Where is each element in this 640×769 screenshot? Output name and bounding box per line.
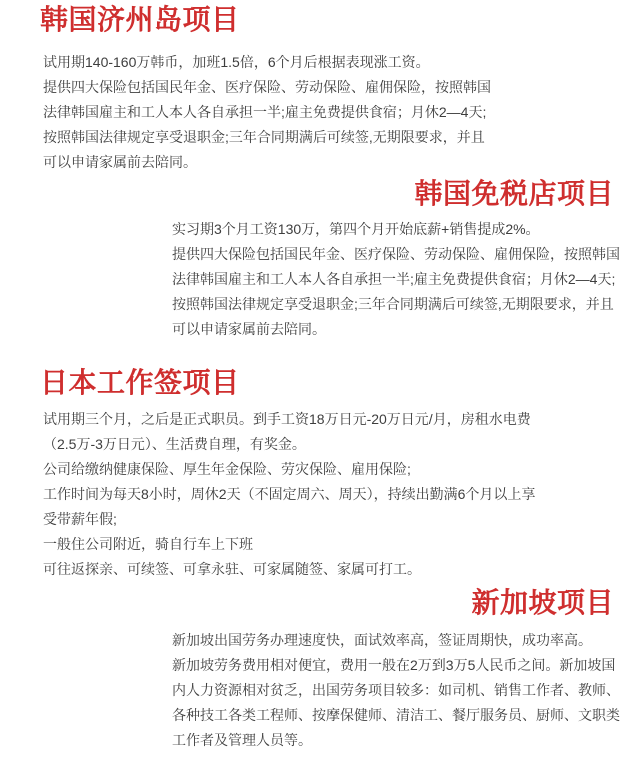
body-line: 提供四大保险包括国民年金、医疗保险、劳动保险、雇佣保险，按照韩国 — [43, 79, 491, 95]
body-line: 受带薪年假; — [43, 511, 117, 527]
body-line: 一般住公司附近，骑自行车上下班 — [43, 536, 253, 552]
body-line: 可以申请家属前去陪同。 — [43, 154, 197, 170]
body-line: 工作者及管理人员等。 — [172, 732, 312, 748]
section-body-japan-work-visa — [43, 407, 640, 582]
section-body-korea-jeju — [43, 50, 640, 175]
body-line: 各种技工各类工程师、按摩保健师、清洁工、餐厅服务员、厨师、文职类 — [172, 707, 620, 723]
body-line: 可往返探亲、可续签、可拿永驻、可家属随签、家属可打工。 — [43, 561, 421, 577]
section-korea-dutyfree — [0, 176, 640, 342]
body-line: 工作时间为每天8小时，周休2天（不固定周六、周天），持续出勤满6个月以上享 — [43, 486, 536, 502]
body-line: 法律韩国雇主和工人本人各自承担一半;雇主免费提供食宿；月休2—4天; — [43, 104, 487, 120]
body-line: 新加坡出国劳务办理速度快，面试效率高，签证周期快，成功率高。 — [172, 632, 592, 648]
body-line: 提供四大保险包括国民年金、医疗保险、劳动保险、雇佣保险，按照韩国 — [172, 246, 620, 262]
body-line: 内人力资源相对贫乏，出国劳务项目较多：如司机、销售工作者、教师、 — [172, 682, 620, 698]
body-line: 按照韩国法律规定享受退职金;三年合同期满后可续签,无期限要求，并且 — [43, 129, 485, 145]
body-line: 法律韩国雇主和工人本人各自承担一半;雇主免费提供食宿；月休2—4天; — [172, 271, 616, 287]
body-line: （2.5万-3万日元）、生活费自理，有奖金。 — [43, 436, 306, 452]
section-body-korea-dutyfree — [172, 217, 640, 342]
body-line: 可以申请家属前去陪同。 — [172, 321, 326, 337]
section-title-korea-jeju: 韩国济州岛项目 — [40, 4, 240, 35]
section-singapore — [0, 585, 640, 753]
body-line: 试用期140-160万韩币，加班1.5倍，6个月后根据表现涨工资。 — [43, 54, 430, 70]
section-title-singapore: 新加坡项目 — [471, 587, 614, 618]
section-title-japan-work-visa: 日本工作签项目 — [40, 367, 240, 398]
section-japan-work-visa — [0, 365, 640, 582]
body-line: 实习期3个月工资130万，第四个月开始底薪+销售提成2%。 — [172, 221, 540, 237]
body-line: 按照韩国法律规定享受退职金;三年合同期满后可续签,无期限要求，并且 — [172, 296, 614, 312]
section-korea-jeju — [0, 2, 640, 175]
section-body-singapore — [172, 628, 640, 753]
body-line: 公司给缴纳健康保险、厚生年金保险、劳灾保险、雇用保险; — [43, 461, 411, 477]
body-line: 新加坡劳务费用相对便宜，费用一般在2万到3万5人民币之间。新加坡国 — [172, 657, 616, 673]
body-line: 试用期三个月，之后是正式职员。到手工资18万日元-20万日元/月，房租水电费 — [43, 411, 531, 427]
section-title-korea-dutyfree: 韩国免税店项目 — [414, 178, 614, 209]
